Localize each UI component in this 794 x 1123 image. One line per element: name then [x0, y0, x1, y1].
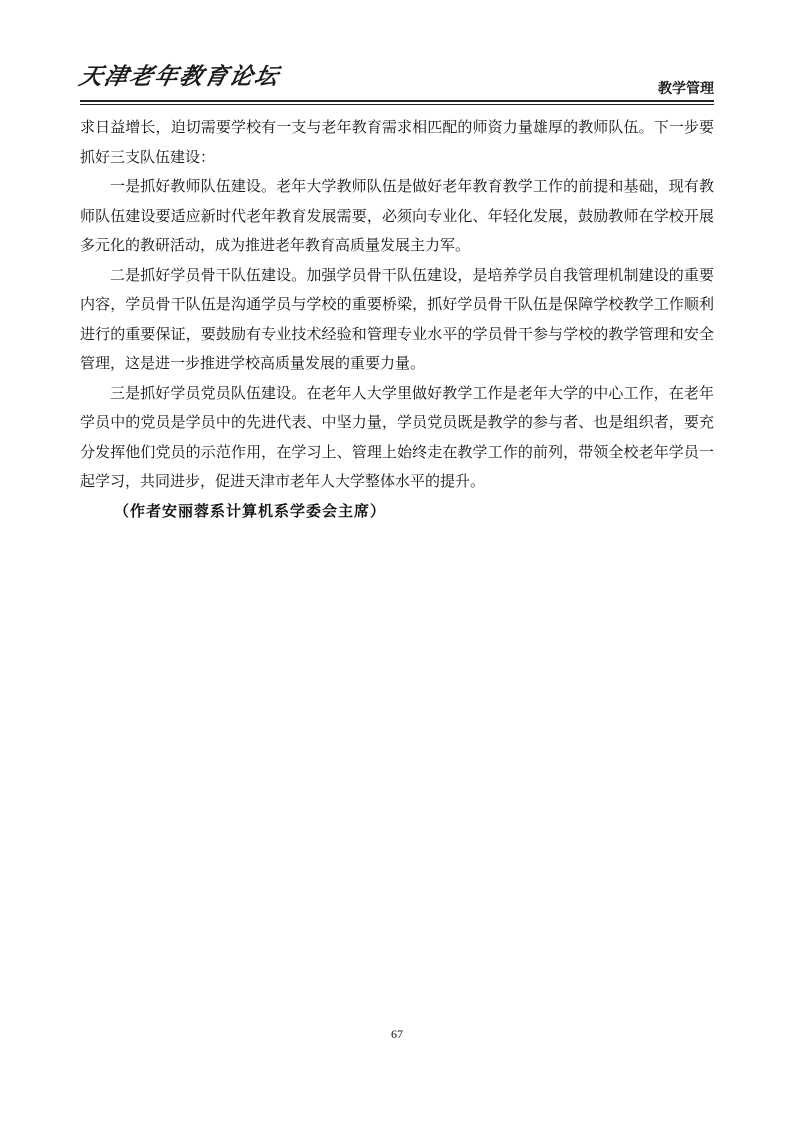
paragraph-continuation: 求日益增长，迫切需要学校有一支与老年教育需求相匹配的师资力量雄厚的教师队伍。下一步要抓好三支队伍建设：: [80, 118, 714, 166]
author-byline: （作者安丽蓉系计算机系学委会主席）: [114, 501, 387, 520]
paragraph-party-members: 三是抓好学员党员队伍建设。在老年人大学里做好教学工作是老年大学的中心工作，在老年学员中的党员是学员中的先进代表、中坚力量，学员党员既是教学的参与者、也是组织者，要充分发挥他们党员的示范作用，在学习上、管理上始终走在教学工作的前列，带领全校老年学员一起学习，共同进步，促进天津市老年人大学整体水平的提升。: [80, 383, 714, 490]
masthead-logo: 天津老年教育论坛: [76, 63, 283, 90]
article-body: [80, 113, 714, 526]
header-rule-thin: [80, 104, 714, 105]
header-rule-thick: [80, 100, 714, 102]
page-header: [0, 0, 794, 106]
paragraph-teacher-team: 一是抓好教师队伍建设。老年大学教师队伍是做好老年教育教学工作的前提和基础，现有教师队伍建设要适应新时代老年教育发展需要，必须向专业化、年轻化发展，鼓励教师在学校开展多元化的教研活动，成为推进老年教育高质量发展主力军。: [80, 177, 714, 254]
page-number: 67: [391, 1027, 403, 1041]
section-title: 教学管理: [658, 81, 714, 97]
paragraph-student-leaders: 二是抓好学员骨干队伍建设。加强学员骨干队伍建设，是培养学员自我管理机制建设的重要内容，学员骨干队伍是沟通学员与学校的重要桥梁，抓好学员骨干队伍是保障学校教学工作顺利进行的重要保证，要鼓励有专业技术经验和管理专业水平的学员骨干参与学校的教学管理和安全管理，这是进一步推进学校高质量发展的重要力量。: [80, 265, 714, 372]
